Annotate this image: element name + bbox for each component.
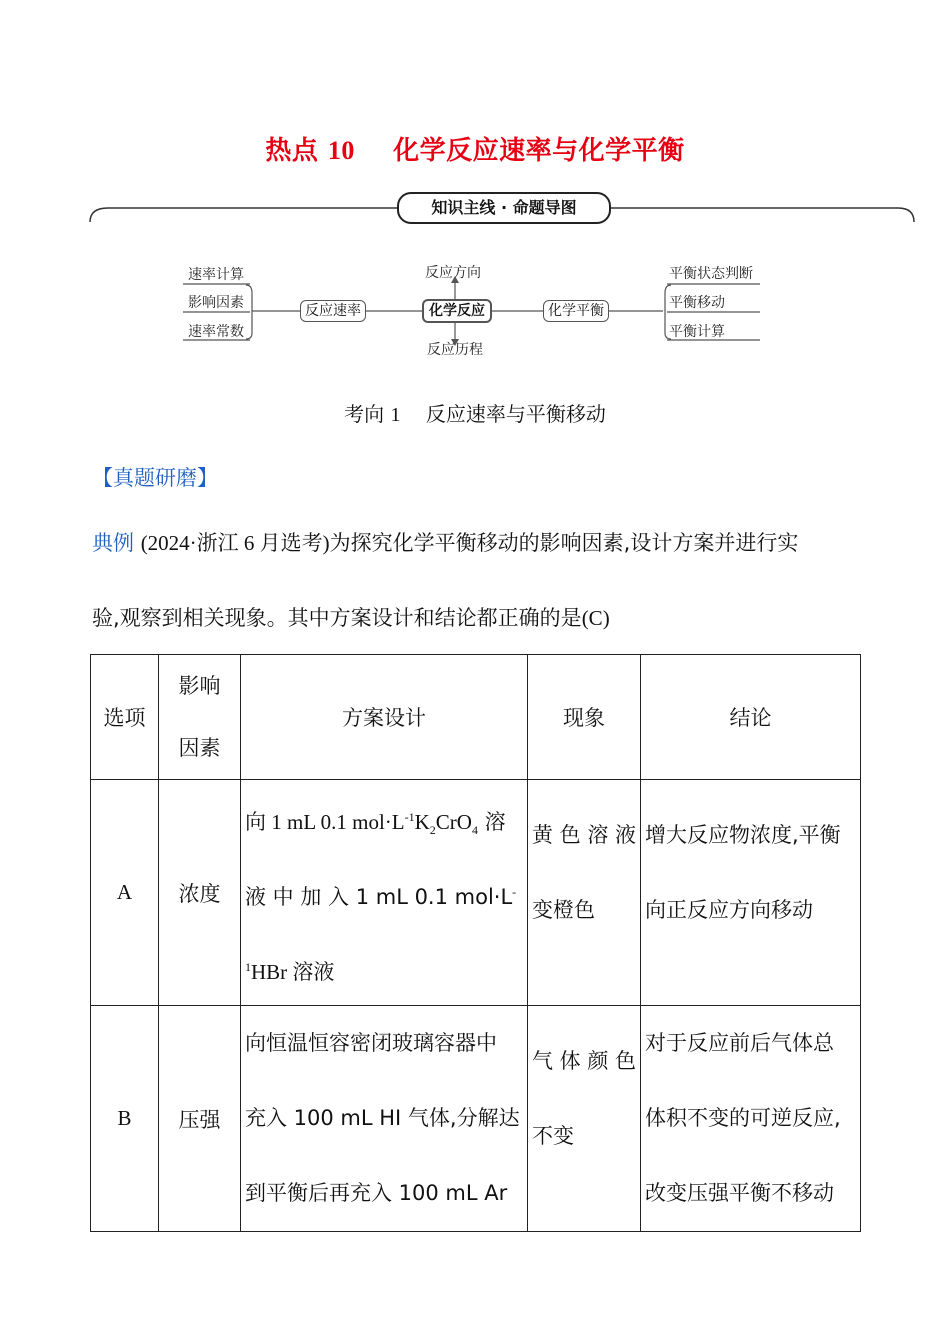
row-a-design-line2 <box>245 855 523 930</box>
row-b-design-line1: 向恒温恒容密闭玻璃容器中 <box>245 1031 497 1055</box>
header-phenomenon: 现象 <box>528 655 641 780</box>
row-b-design <box>241 1006 528 1232</box>
row-a-design <box>241 780 528 1006</box>
row-b-phenomenon-line2: 不变 <box>532 1123 574 1148</box>
real-exam-heading: 【真题研磨】 <box>92 466 218 490</box>
row-b-phenomenon-line1: 气 体 颜 色 <box>532 1048 637 1073</box>
row-a-phenomenon-line2: 变橙色 <box>532 897 595 922</box>
header-factor <box>159 655 241 780</box>
mindmap-top-text: 反应方向 <box>425 265 481 281</box>
mindmap-bottom-text: 反应历程 <box>427 342 483 358</box>
row-a-conclusion <box>641 780 861 1006</box>
table-row <box>91 780 861 1006</box>
row-a-design-1b: K <box>414 810 430 834</box>
example-line2-text: 验,观察到相关现象。其中方案设计和结论都正确的是 <box>92 606 582 630</box>
row-b-conclusion-line3: 改变压强平衡不移动 <box>645 1181 834 1205</box>
row-b-option: B <box>91 1006 159 1232</box>
header-design: 方案设计 <box>241 655 528 780</box>
row-a-design-2: 液 中 加 入 1 mL 0.1 mol·L <box>245 885 513 909</box>
header-option: 选项 <box>91 655 159 780</box>
header-factor-line2: 因素 <box>178 736 221 760</box>
section-heading <box>0 398 950 427</box>
example-label: 典例 <box>92 531 134 555</box>
example-answer: (C) <box>581 606 610 630</box>
row-a-design-1sub1: 2 <box>429 823 436 838</box>
row-b-conclusion-line1: 对于反应前后气体总 <box>645 1031 834 1055</box>
row-a-option: A <box>91 780 159 1006</box>
row-a-design-line3 <box>245 930 523 1005</box>
row-a-design-2sup: - <box>512 885 517 899</box>
mindmap-left-item-3: 速率常数 <box>188 324 244 340</box>
mindmap-rate-box: 反应速率 <box>300 300 366 322</box>
header-conclusion: 结论 <box>641 655 861 780</box>
mindmap-center-box: 化学反应 <box>422 299 492 323</box>
row-a-phenomenon-line1: 黄 色 溶 液 <box>532 822 637 847</box>
example-source: (2024·浙江 6 月选考) <box>140 531 330 555</box>
title-prefix: 热点 <box>265 136 319 166</box>
example-line-1 <box>92 527 798 557</box>
table-row <box>91 1006 861 1232</box>
row-a-design-3: HBr 溶液 <box>251 960 335 984</box>
mindmap-left-item-2: 影响因素 <box>188 295 244 311</box>
mindmap-right-item-1: 平衡状态判断 <box>669 266 753 282</box>
header-factor-line1: 影响 <box>178 674 221 698</box>
row-b-design-line2: 充入 100 mL HI 气体,分解达 <box>245 1106 520 1130</box>
row-b-conclusion-line2: 体积不变的可逆反应, <box>645 1106 841 1130</box>
row-a-design-line1 <box>245 780 523 855</box>
row-b-conclusion <box>641 1006 861 1232</box>
row-b-design-line3: 到平衡后再充入 100 mL Ar <box>245 1181 508 1205</box>
row-a-factor: 浓度 <box>159 780 241 1006</box>
row-a-design-1sup: -1 <box>404 810 415 824</box>
mindmap-right-item-2: 平衡移动 <box>669 295 725 311</box>
example-line-2 <box>92 602 610 632</box>
row-b-factor: 压强 <box>159 1006 241 1232</box>
page-title <box>0 130 950 167</box>
mindmap-equilibrium-box: 化学平衡 <box>543 300 609 322</box>
mindmap-left-item-1: 速率计算 <box>188 267 244 283</box>
row-a-design-3sup: 1 <box>245 960 251 974</box>
question-table <box>90 654 861 1232</box>
section-number: 1 <box>390 404 401 426</box>
table-header-row <box>91 655 861 780</box>
row-a-phenomenon <box>528 780 641 1006</box>
example-line1-text: 为探究化学平衡移动的影响因素,设计方案并进行实 <box>329 531 799 555</box>
banner-label: 知识主线 · 命题导图 <box>397 192 611 224</box>
row-a-conclusion-line1: 增大反应物浓度,平衡 <box>645 822 841 847</box>
section-text: 反应速率与平衡移动 <box>425 402 606 426</box>
title-text: 化学反应速率与化学平衡 <box>393 136 685 166</box>
row-a-design-1c: CrO <box>435 810 472 834</box>
row-a-design-1a: 向 1 mL 0.1 mol·L <box>245 810 405 834</box>
row-a-design-1sub2: 4 <box>471 823 478 838</box>
section-prefix: 考向 <box>344 402 385 426</box>
mindmap-right-item-3: 平衡计算 <box>669 324 725 340</box>
row-a-conclusion-line2: 向正反应方向移动 <box>645 897 813 922</box>
title-number: 10 <box>327 136 355 165</box>
row-b-phenomenon <box>528 1006 641 1232</box>
row-a-design-1d: 溶 <box>477 810 506 834</box>
